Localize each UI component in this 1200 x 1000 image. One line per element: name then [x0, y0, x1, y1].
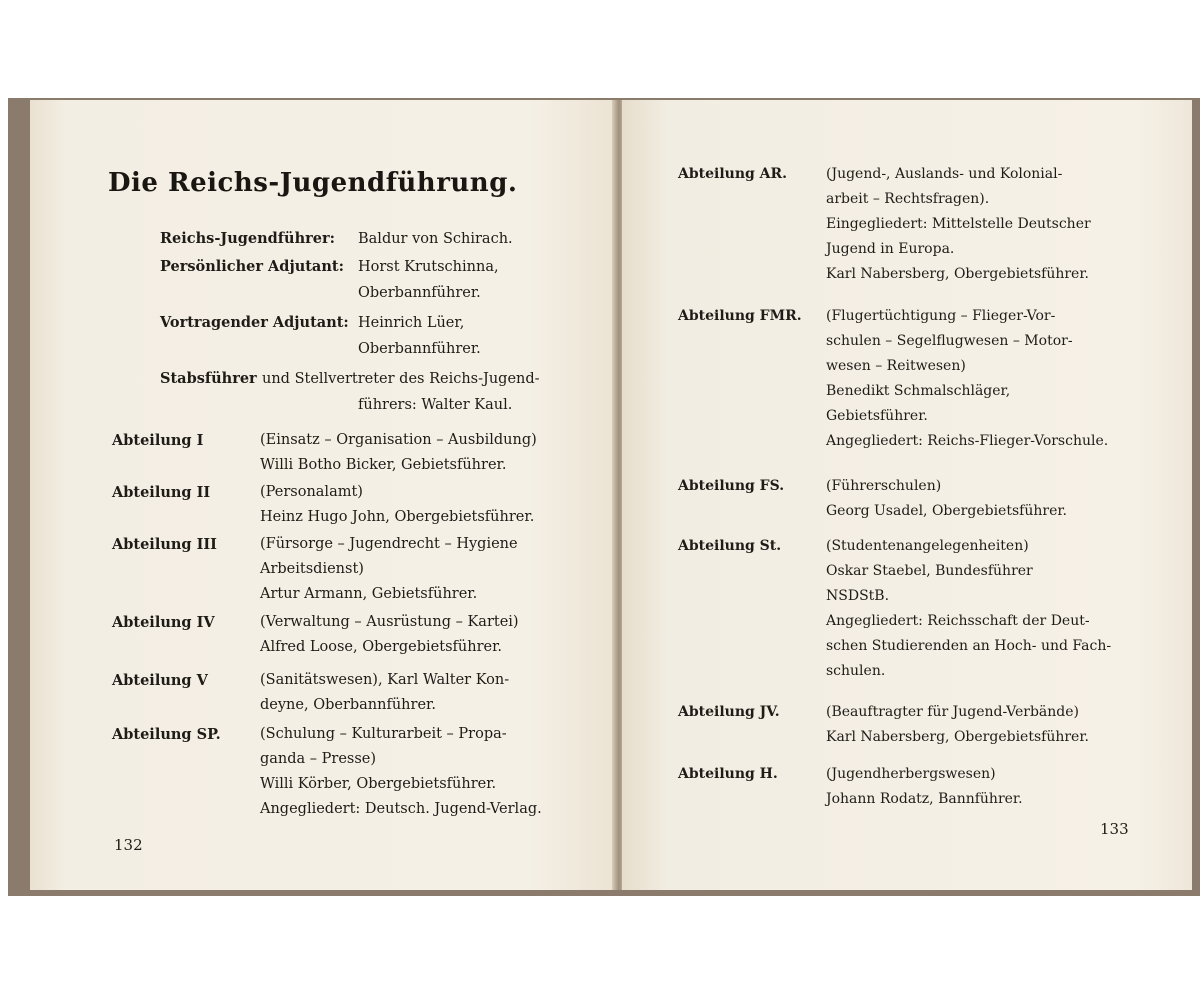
- department-line: schulen.: [826, 663, 886, 679]
- department-line: (Führerschulen): [826, 478, 942, 494]
- department-name: Abteilung II: [112, 484, 211, 501]
- department-line: Jugend in Europa.: [826, 241, 955, 257]
- department-line: Angegliedert: Reichsschaft der Deut-: [826, 613, 1090, 629]
- department-line: (Fürsorge – Jugendrecht – Hygiene: [260, 536, 518, 552]
- department-name: Abteilung I: [112, 432, 204, 449]
- department-line: (Beauftragter für Jugend-Verbände): [826, 704, 1080, 720]
- department-name: Abteilung SP.: [112, 726, 221, 743]
- department-line: Heinz Hugo John, Obergebietsführer.: [260, 509, 535, 525]
- department-line: (Schulung – Kulturarbeit – Propa-: [260, 726, 507, 742]
- department-name: Abteilung JV.: [678, 704, 780, 720]
- department-line: Artur Armann, Gebietsführer.: [260, 586, 478, 602]
- department-line: (Sanitätswesen), Karl Walter Kon-: [260, 672, 510, 688]
- staff-value: führers: Walter Kaul.: [358, 397, 513, 413]
- staff-label: Stabsführer: [160, 370, 257, 387]
- department-line: Georg Usadel, Obergebietsführer.: [826, 503, 1067, 519]
- staff-label: Persönlicher Adjutant:: [160, 258, 344, 275]
- department-line: NSDStB.: [826, 588, 890, 604]
- department-line: (Jugendherbergswesen): [826, 766, 996, 782]
- department-line: Oskar Staebel, Bundesführer: [826, 563, 1033, 579]
- department-line: Arbeitsdienst): [260, 561, 364, 577]
- staff-value: Oberbannführer.: [358, 341, 481, 357]
- department-line: Angegliedert: Reichs-Flieger-Vorschule.: [826, 433, 1109, 449]
- page-number-right: 133: [1100, 820, 1129, 838]
- department-line: Alfred Loose, Obergebietsführer.: [260, 639, 503, 655]
- staff-value: Baldur von Schirach.: [358, 231, 513, 247]
- department-line: Willi Botho Bicker, Gebietsführer.: [260, 457, 507, 473]
- staff-value: Heinrich Lüer,: [358, 315, 465, 331]
- page-number-left: 132: [114, 836, 143, 854]
- page-title: Die Reichs-Jugendführung.: [108, 168, 518, 198]
- department-line: Gebietsführer.: [826, 408, 928, 424]
- department-line: (Flugertüchtigung – Flieger-Vor-: [826, 308, 1056, 324]
- department-name: Abteilung V: [112, 672, 208, 689]
- department-line: Johann Rodatz, Bannführer.: [826, 791, 1023, 807]
- department-line: (Jugend-, Auslands- und Kolonial-: [826, 166, 1063, 182]
- department-line: Karl Nabersberg, Obergebietsführer.: [826, 729, 1089, 745]
- department-line: wesen – Reitwesen): [826, 358, 966, 374]
- department-line: deyne, Oberbannführer.: [260, 697, 436, 713]
- department-line: ganda – Presse): [260, 751, 377, 767]
- staff-value: und Stellvertreter des Reichs-Jugend-: [262, 371, 540, 387]
- department-line: (Verwaltung – Ausrüstung – Kartei): [260, 614, 519, 630]
- staff-value: Horst Krutschinna,: [358, 259, 499, 275]
- department-name: Abteilung St.: [678, 538, 782, 554]
- department-line: arbeit – Rechtsfragen).: [826, 191, 990, 207]
- department-line: Willi Körber, Obergebietsführer.: [260, 776, 497, 792]
- department-line: (Einsatz – Organisation – Ausbildung): [260, 432, 537, 448]
- department-line: (Personalamt): [260, 484, 363, 500]
- department-name: Abteilung III: [112, 536, 217, 553]
- department-line: Angegliedert: Deutsch. Jugend-Verlag.: [260, 801, 542, 817]
- department-line: (Studentenangelegenheiten): [826, 538, 1029, 554]
- staff-label: Vortragender Adjutant:: [160, 314, 349, 331]
- staff-value: Oberbannführer.: [358, 285, 481, 301]
- department-name: Abteilung FMR.: [678, 308, 802, 324]
- department-line: schen Studierenden an Hoch- und Fach-: [826, 638, 1112, 654]
- department-name: Abteilung AR.: [678, 166, 788, 182]
- department-line: Karl Nabersberg, Obergebietsführer.: [826, 266, 1089, 282]
- department-name: Abteilung FS.: [678, 478, 785, 494]
- department-line: Eingegliedert: Mittelstelle Deutscher: [826, 216, 1091, 232]
- department-line: Benedikt Schmalschläger,: [826, 383, 1011, 399]
- department-name: Abteilung IV: [112, 614, 215, 631]
- staff-label: Reichs-Jugendführer:: [160, 230, 335, 247]
- department-name: Abteilung H.: [678, 766, 778, 782]
- department-line: schulen – Segelflugwesen – Motor-: [826, 333, 1073, 349]
